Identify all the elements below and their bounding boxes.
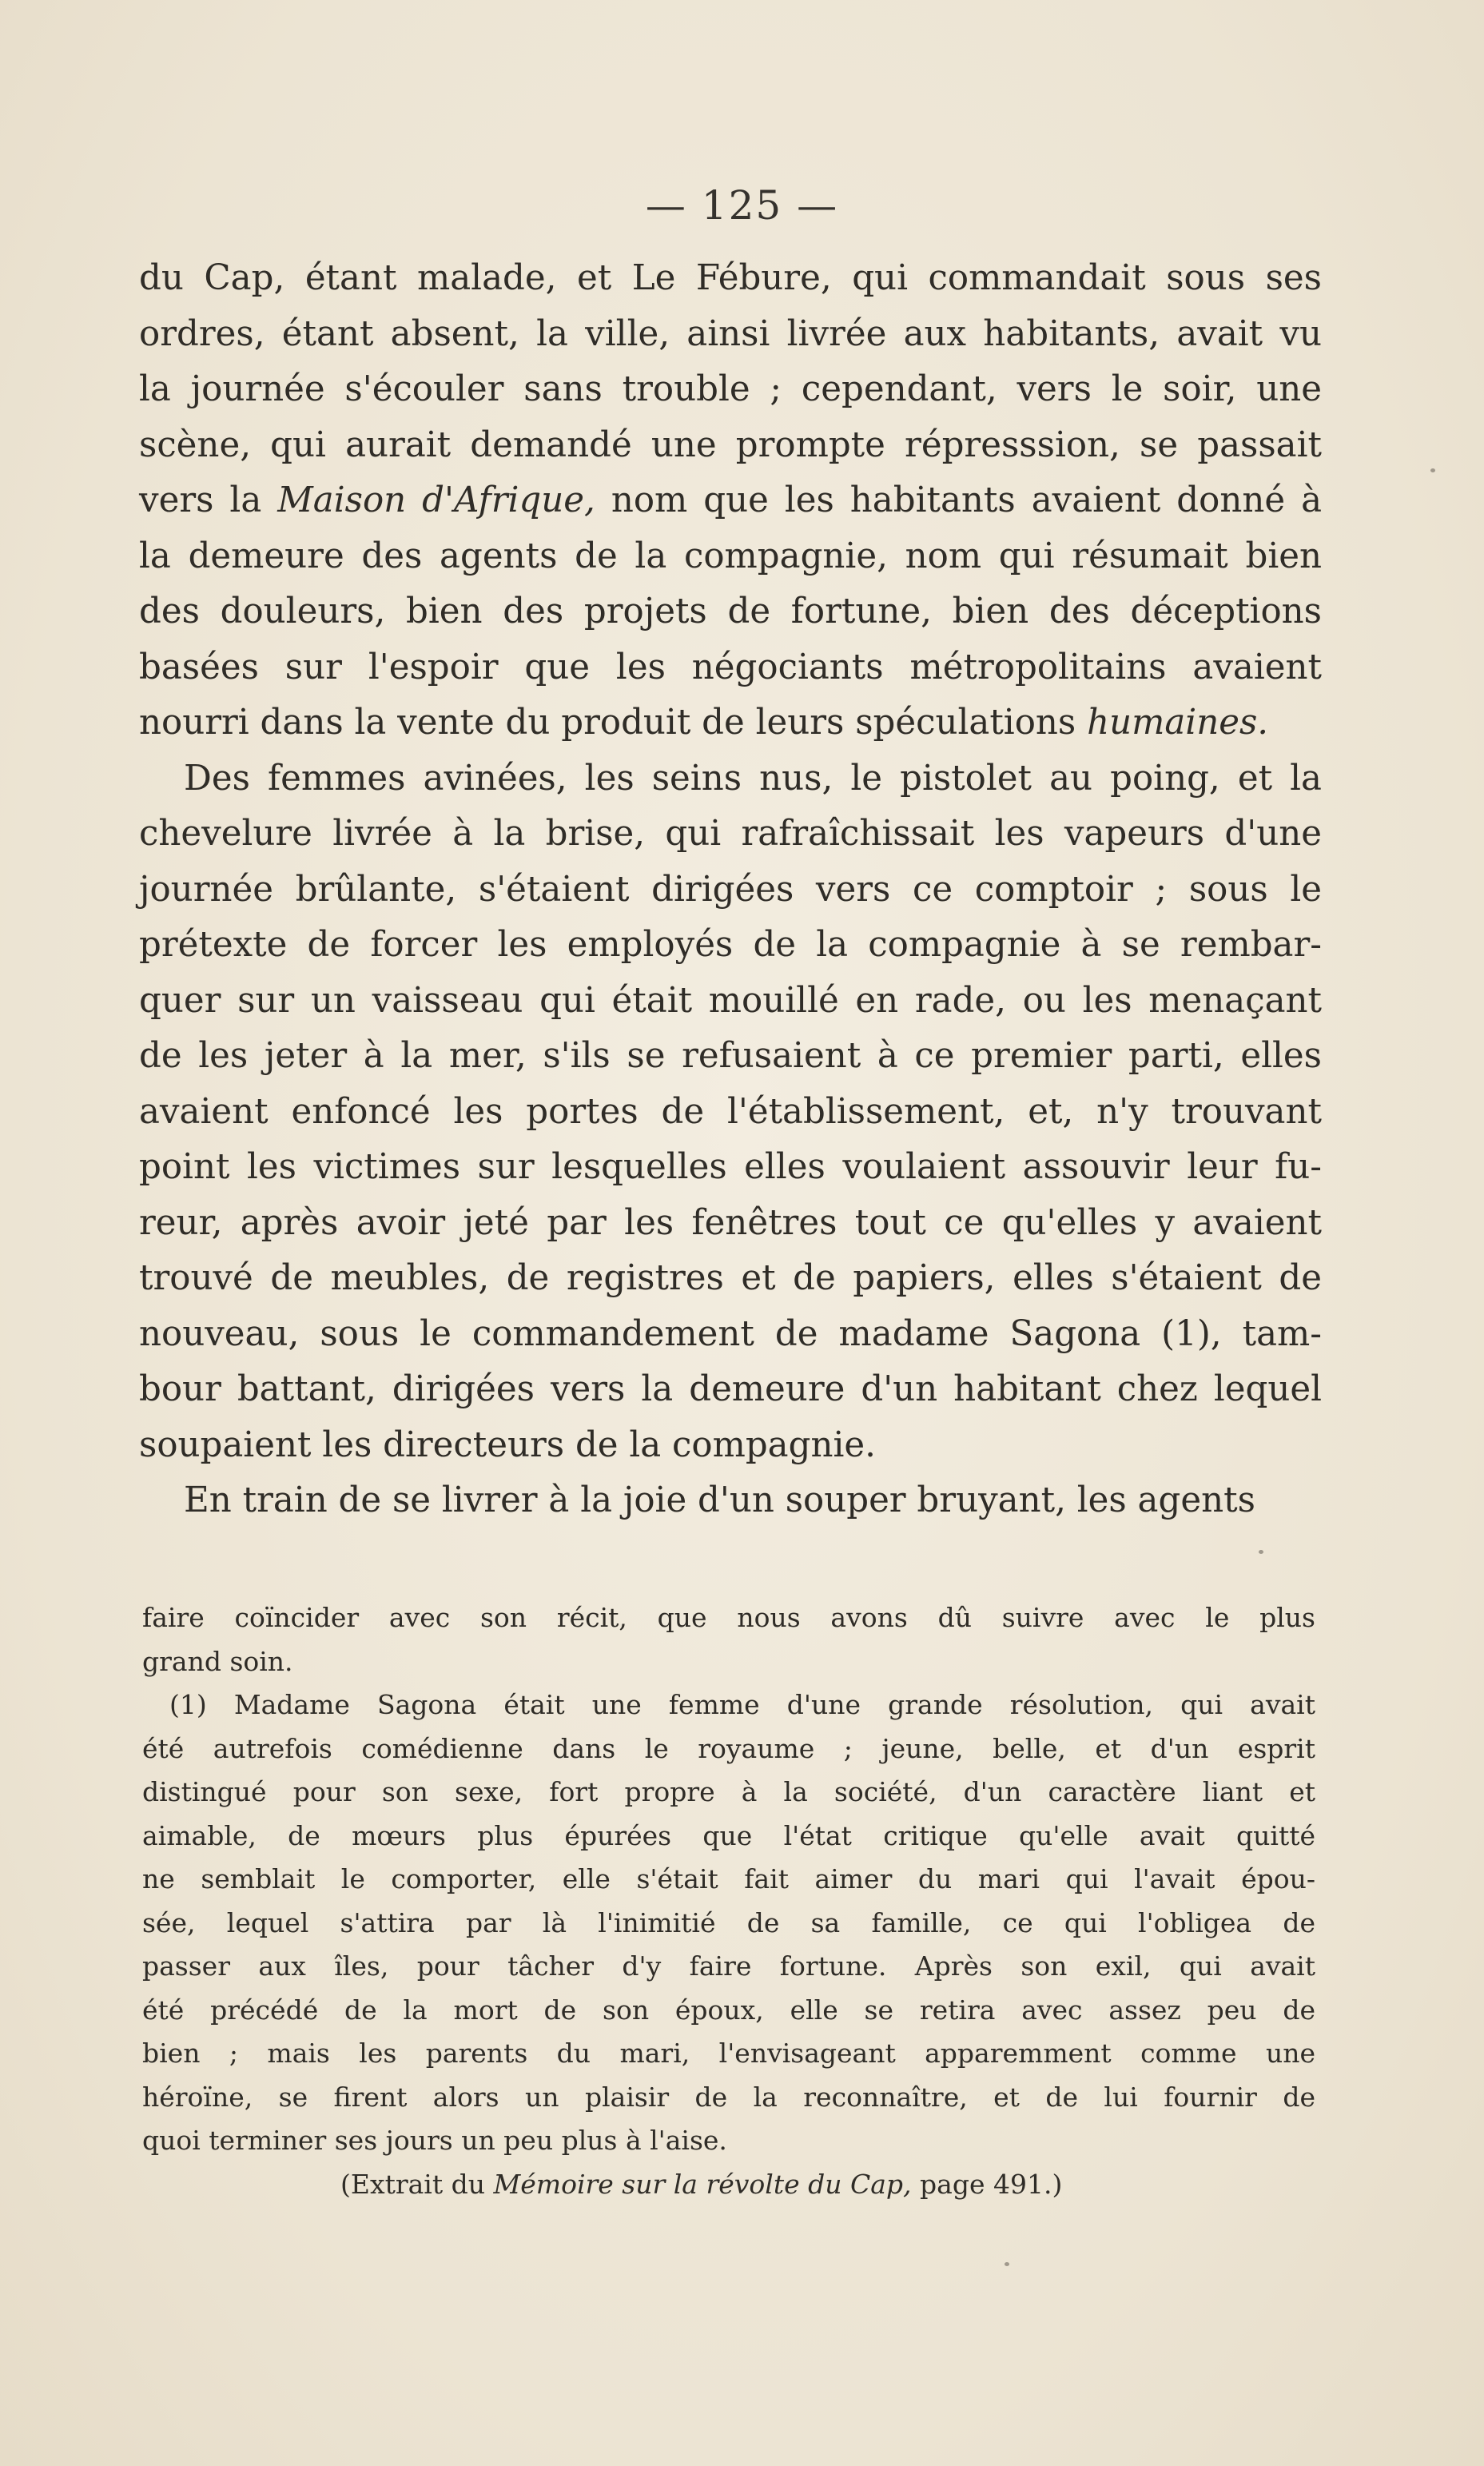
footnote-line: bien ; mais les parents du mari, l'envisageant apparemment comme une	[142, 2038, 1315, 2069]
text-line: chevelure livrée à la brise, qui rafraîchissait les vapeurs d'une	[139, 814, 1322, 854]
source-text: page 491.)	[920, 2168, 1063, 2200]
source-text: (Extrait du	[340, 2168, 485, 2200]
paper-speck	[1005, 2262, 1009, 2266]
footnote-line: distingué pour son sexe, fort propre à la société, d'un caractère liant et	[142, 1776, 1315, 1807]
text-line: la demeure des agents de la compagnie, nom qui résumait bien	[139, 536, 1322, 576]
text-line: bour battant, dirigées vers la demeure d'un habitant chez lequel	[139, 1369, 1322, 1409]
text-line: basées sur l'espoir que les négociants métropolitains avaient	[139, 647, 1322, 687]
paragraph-1-end	[139, 695, 1322, 751]
paragraph-1	[139, 251, 1322, 695]
footnote-line: sée, lequel s'attira par là l'inimitié de sa famille, ce qui l'obligea de	[142, 1906, 1315, 1938]
text-line: En train de se livrer à la joie d'un souper bruyant, les agents	[184, 1480, 1255, 1520]
footnote-1	[142, 1683, 1315, 2119]
text-line: avaient enfoncé les portes de l'établissement, et, n'y trouvant	[139, 1091, 1322, 1132]
text-line: nouveau, sous le commandement de madame Sagona (1), tam-	[139, 1313, 1322, 1354]
footnote-line: aimable, de mœurs plus épurées que l'état critique qu'elle avait quitté	[142, 1819, 1315, 1851]
paragraph-2	[139, 751, 1322, 1418]
text-line: la journée s'écouler sans trouble ; cependant, vers le soir, une	[139, 369, 1322, 409]
footnote-line: quoi terminer ses jours un peu plus à l'aise.	[142, 2125, 727, 2156]
footnote-continuation	[142, 1596, 1315, 1640]
text-line: soupaient les directeurs de la compagnie.	[139, 1424, 876, 1465]
text-line: nom que les habitants avaient donné à	[611, 480, 1323, 520]
paragraph-3	[139, 1473, 1322, 1529]
text-line: Des femmes avinées, les seins nus, le pistolet au poing, et la	[184, 758, 1322, 799]
text-line: reur, après avoir jeté par les fenêtres tout ce qu'elles y avaient	[139, 1202, 1322, 1243]
main-text	[139, 251, 1322, 1529]
footnote-line: été autrefois comédienne dans le royaume ; jeune, belle, et d'un esprit	[142, 1732, 1315, 1764]
text-line: prétexte de forcer les employés de la compagnie à se rembar-	[139, 925, 1322, 965]
paper-speck	[1430, 468, 1435, 472]
italic-phrase: Maison d'Afrique,	[277, 480, 595, 520]
text-line: nourri dans la vente du produit de leurs spéculations	[139, 703, 1076, 743]
text-line: trouvé de meubles, de registres et de papiers, elles s'étaient de	[139, 1258, 1322, 1298]
text-line: ordres, étant absent, la ville, ainsi livrée aux habitants, avait vu	[139, 313, 1322, 354]
text-line: de les jeter à la mer, s'ils se refusaient à ce premier parti, elles	[139, 1036, 1322, 1076]
text-line: journée brûlante, s'étaient dirigées vers ce comptoir ; sous le	[139, 869, 1322, 910]
source-title: Mémoire sur la révolte du Cap,	[493, 2168, 912, 2200]
footnote-line: grand soin.	[142, 1645, 293, 1677]
footnote-line: faire coïncider avec son récit, que nous avons dû suivre avec le plus	[142, 1602, 1315, 1633]
footnote-line: passer aux îles, pour tâcher d'y faire fortune. Après son exil, qui avait	[142, 1950, 1315, 1982]
footnote-line: ne semblait le comporter, elle s'était fait aimer du mari qui l'avait épou-	[142, 1863, 1315, 1894]
paper-speck	[1259, 1550, 1263, 1554]
page-number: — 125 —	[645, 182, 839, 229]
italic-phrase: humaines.	[1087, 703, 1269, 743]
footnote-source	[142, 2163, 1315, 2207]
footnote-line: (1) Madame Sagona était une femme d'une grande résolution, qui avait	[169, 1689, 1315, 1720]
footnote-line: héroïne, se firent alors un plaisir de la reconnaître, et de lui fournir de	[142, 2081, 1315, 2113]
text-line: du Cap, étant malade, et Le Fébure, qui commandait sous ses	[139, 258, 1322, 298]
text-line: vers la	[139, 480, 262, 520]
text-line: point les victimes sur lesquelles elles voulaient assouvir leur fu-	[139, 1147, 1322, 1187]
footnotes	[142, 1596, 1315, 2206]
text-line: scène, qui aurait demandé une prompte répresssion, se passait	[139, 424, 1322, 465]
text-line: des douleurs, bien des projets de fortune, bien des déceptions	[139, 592, 1322, 631]
footnote-1-end	[142, 2119, 1315, 2163]
footnote-line: été précédé de la mort de son époux, elle se retira avec assez peu de	[142, 1994, 1315, 2026]
footnote-continuation-end	[142, 1640, 1315, 1684]
text-line: quer sur un vaisseau qui était mouillé en rade, ou les menaçant	[139, 980, 1322, 1021]
paragraph-2-end	[139, 1418, 1322, 1474]
